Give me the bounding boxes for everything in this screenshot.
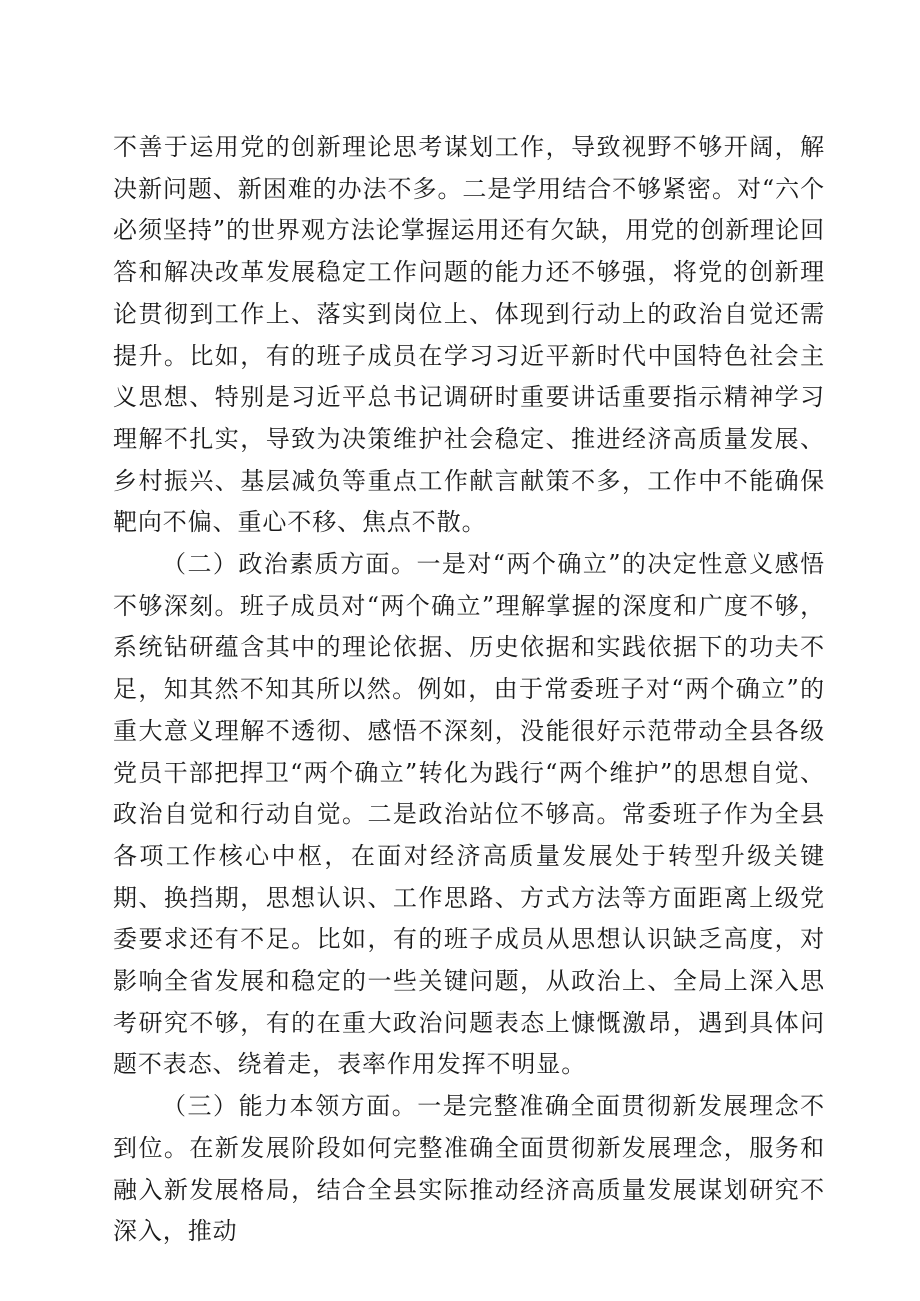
paragraph-ability-skills: （三）能力本领方面。一是完整准确全面贯彻新发展理念不到位。在新发展阶段如何完整准确全面贯彻新发展理念，服务和融入新发展格局，结合全县实际推动经济高质量发展谋划研究不深入，推动 <box>113 1092 825 1246</box>
paragraph-continuation: 不善于运用党的创新理论思考谋划工作，导致视野不够开阔，解决新问题、新困难的办法不多。二是学用结合不够紧密。对“六个必须坚持”的世界观方法论掌握运用还有欠缺，用党的创新理论回答和解决改革发展稳定工作问题的能力还不够强，将党的创新理论贯彻到工作上、落实到岗位上、体现到行动上的政治自觉还需提升。比如，有的班子成员在学习习近平新时代中国特色社会主义思想、特别是习近平总书记调研时重要讲话重要指示精神学习理解不扎实，导致为决策维护社会稳定、推进经济高质量发展、乡村振兴、基层减负等重点工作献言献策不多，工作中不能确保靶向不偏、重心不移、焦点不散。 <box>113 133 825 537</box>
document-body <box>113 127 825 1253</box>
paragraph-political-quality: （二）政治素质方面。一是对“两个确立”的决定性意义感悟不够深刻。班子成员对“两个确立”理解掌握的深度和广度不够，系统钻研蕴含其中的理论依据、历史依据和实践依据下的功夫不足，知其然不知其所以然。例如，由于常委班子对“两个确立”的重大意义理解不透彻、感悟不深刻，没能很好示范带动全县各级党员干部把捍卫“两个确立”转化为践行“两个维护”的思想自觉、政治自觉和行动自觉。二是政治站位不够高。常委班子作为全县各项工作核心中枢，在面对经济高质量发展处于转型升级关键期、换挡期，思想认识、工作思路、方式方法等方面距离上级党委要求还有不足。比如，有的班子成员从思想认识缺乏高度，对影响全省发展和稳定的一些关键问题，从政治上、全局上深入思考研究不够，有的在重大政治问题表态上慷慨激昂，遇到具体问题不表态、绕着走，表率作用发挥不明显。 <box>113 550 825 1079</box>
